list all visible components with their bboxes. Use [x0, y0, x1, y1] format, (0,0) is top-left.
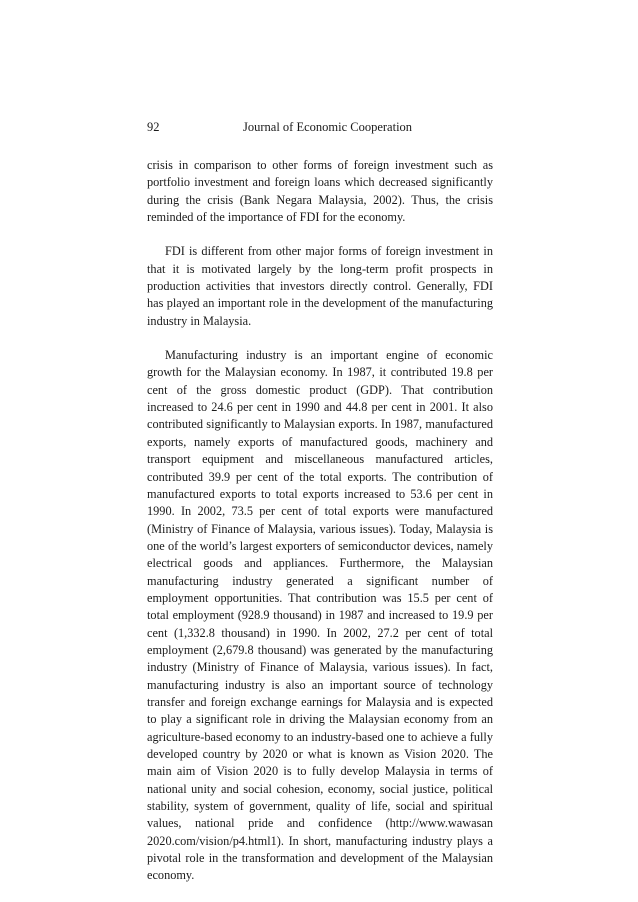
running-head — [147, 118, 493, 136]
body-text — [147, 157, 493, 902]
paragraph-fdi-definition: FDI is different from other major forms of foreign investment in that it is motivated largely by the long-term profit prospects in production activities that investors directly control. Generally, FDI has played an important role in the development of the manufacturing industry in Malaysia. — [147, 244, 493, 328]
page-number: 92 — [147, 120, 160, 134]
journal-title: Journal of Economic Cooperation — [243, 120, 413, 134]
paragraph-crisis-continuation: crisis in comparison to other forms of foreign investment such as portfolio investment and foreign loans which decreased significantly during the crisis (Bank Negara Malaysia, 2002). Thus, the crisis reminded of the importance of FDI for the economy. — [147, 158, 493, 225]
paragraph-manufacturing-industry: Manufacturing industry is an important engine of economic growth for the Malaysian economy. In 1987, it contributed 19.8 per cent of the gross domestic product (GDP). That contribution increased to 24.6 per cent in 1990 and 44.8 per cent in 2001. It also contributed significantly to Malaysian exports. In 1987, manufactured exports, namely exports of manufactured goods, machinery and transport equipment and miscellaneous manufactured articles, contributed 39.9 per cent of the total exports. The contribution of manufactured exports to total exports increased to 53.6 per cent in 1990. In 2002, 73.5 per cent of total exports were manufactured (Ministry of Finance of Malaysia, various issues). Today, Malaysia is one of the world’s largest exporters of semiconductor devices, namely electrical goods and appliances. Furthermore, the Malaysian manufacturing industry generated a significant number of employment opportunities. That contribution was 15.5 per cent of total employment (928.9 thousand) in 1987 and increased to 19.9 per cent (1,332.8 thousand) in 1990. In 2002, 27.2 per cent of total employment (2,679.8 thousand) was generated by the manufacturing industry (Ministry of Finance of Malaysia, various issues). In fact, manufacturing industry is also an important source of technology transfer and foreign exchange earnings for Malaysia and is expected to play a significant role in driving the Malaysian economy from an agriculture-based economy to an industry-based one to achieve a fully developed country by 2020 or what is known as Vision 2020. The main aim of Vision 2020 is to fully develop Malaysia in terms of national unity and social cohesion, economy, social justice, political stability, system of government, quality of life, social and spiritual values, national pride and confidence (http://www.wawasan 2020.com/vision/p4.html1). In short, manufacturing industry plays a pivotal role in the transformation and development of the Malaysian economy. — [147, 348, 493, 883]
